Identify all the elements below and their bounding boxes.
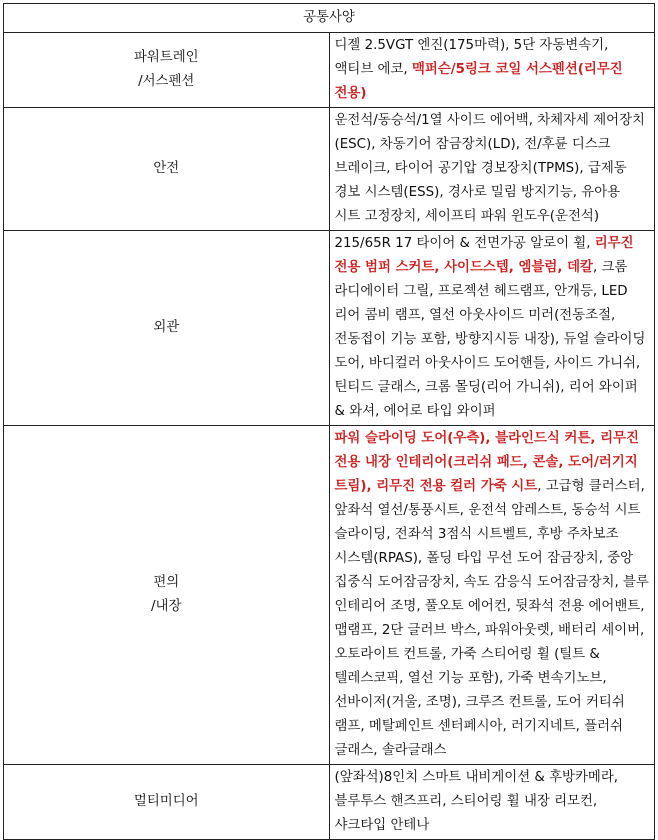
spec-segment: , 고급형 클러스터, 앞좌석 열선/통풍시트, 운전석 암레스트, 동승석 시트 슬라이딩, 전좌석 3점식 시트벨트, 후방 주차보조 시스템(RPAS), 폴딩 타입 무선 도어 잠금장치, 중앙 집중식 도어잠금장치, 속도 감응식 도어잠금장치, 블루 인테리어 조명, 풀오토 에어컨, 뒷좌석 전용 에어밴트, 맵램프, 2단 글러브 박스, 파워아웃렛, 배터리 세이버, 오토라이트 컨트롤, 가죽 스티어링 휠 (틸트 & 텔레스코픽, 열선 기능 포함), 가죽 변속기노브, 선바이저(거울, 조명), 크루즈 컨트롤, 도어 커티쉬 램프, 메탈페인트 센터페시아, 러기지네트, 플러쉬 글래스, 솔라글래스 [334,479,649,758]
spec-segment-highlight: 리무진 전용 범퍼 스커트, 사이드스텝, 엠블럼, 데칼 [334,236,634,275]
category-cell [4,426,330,765]
spec-segment: 디젤 2.5VGT 엔진(175마력), 5단 자동변속기, 액티브 에코, [334,38,609,77]
category-label: 멀티미디어 [133,794,199,809]
category-label: 파워트레인 /서스펜션 [133,50,199,89]
row-convenience [4,426,655,765]
category-cell [4,33,330,108]
spec-segment-highlight: 파워 슬라이딩 도어(우측), 블라인드식 커튼, 리무진 전용 내장 인테리어(크러쉬 패드, 콘솔, 도어/러기지 트림), 리무진 전용 컬러 가죽 시트 [334,431,639,494]
spec-segment-highlight: 맥퍼슨/5링크 코일 서스펜션(리무진 전용) [334,62,623,101]
spec-text [329,765,655,840]
table-header: 공통사양 [4,4,655,33]
category-label: 편의 /내장 [151,575,182,614]
category-cell [4,108,330,231]
spec-table [3,3,655,840]
header-row [4,4,655,33]
spec-segment: , 크롬 라디에이터 그릴, 프로젝션 헤드램프, 안개등, LED 리어 콤비 램프, 열선 아웃사이드 미러(전동조절, 전동접이 기능 포함, 방향지시등 내장), 듀얼 슬라이딩 도어, 바디컬러 아웃사이드 도어핸들, 사이드 가니쉬, 틴티드 글래스, 크롬 몰딩(리어 가니쉬), 리어 와이퍼 & 와셔, 에어로 타입 와이퍼 [334,260,646,419]
spec-segment: (앞좌석)8인치 스마트 내비게이션 & 후방카메라, 블루투스 핸즈프리, 스티어링 휠 내장 리모컨, 샤크타입 안테나 [334,770,619,833]
row-powertrain [4,33,655,108]
row-safety [4,108,655,231]
category-cell [4,765,330,840]
spec-segment: 운전석/동승석/1열 사이드 에어백, 차체자세 제어장치(ESC), 차동기어 잠금장치(LD), 전/후륜 디스크 브레이크, 타이어 공기압 경보장치(TPMS), 급제동 경보 시스템(ESS), 경사로 밀림 방지기능, 유아용 시트 고정장치, 세이프티 파워 윈도우(운전석) [334,113,645,224]
spec-text [329,426,655,765]
spec-text [329,33,655,108]
category-cell [4,231,330,426]
row-multimedia [4,765,655,840]
spec-text [329,108,655,231]
spec-text [329,231,655,426]
spec-segment: 215/65R 17 타이어 & 전면가공 알로이 휠, [334,236,595,251]
category-label: 안전 [153,161,180,176]
row-exterior [4,231,655,426]
category-label: 외관 [153,320,180,335]
